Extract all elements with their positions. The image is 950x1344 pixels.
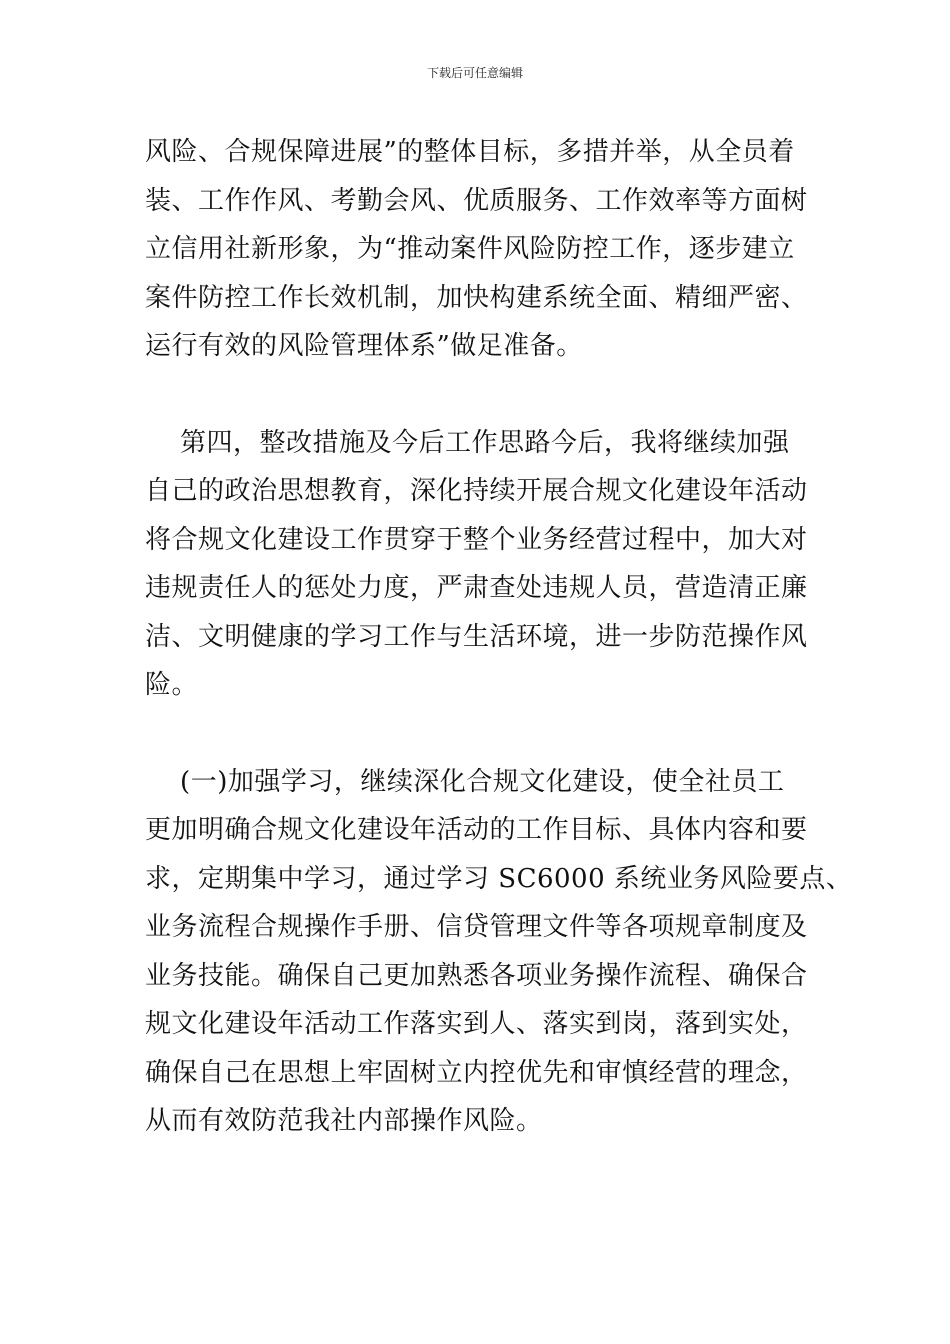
text-line: 求，定期集中学习，通过学习 SC6000 系统业务风险要点、 — [145, 863, 853, 894]
text-line: 险。 — [145, 670, 199, 700]
text-line: 自己的政治思想教育，深化持续开展合规文化建设年活动 — [145, 476, 808, 506]
text-line: (一)加强学习，继续深化合规文化建设，使全社员工 — [145, 766, 785, 797]
paragraph-spacer — [145, 710, 815, 758]
paragraph-3 — [145, 758, 853, 1146]
text-line: 确保自己在思想上牢固树立内控优先和审慎经营的理念， — [145, 1057, 808, 1088]
text-line: 风险、合规保障进展”的整体目标，多措并举，从全员着 — [145, 137, 795, 167]
paragraph-1 — [145, 128, 815, 371]
text-line: 将合规文化建设工作贯穿于整个业务经营过程中，加大对 — [145, 524, 808, 555]
text-line: 违规责任人的惩处力度，严肃查处违规人员，营造清正廉 — [145, 573, 808, 603]
text-line: 从而有效防范我社内部操作风险。 — [145, 1106, 543, 1136]
text-line: 第四，整改措施及今后工作思路今后，我将继续加强 — [145, 427, 790, 458]
body-text — [145, 128, 853, 1146]
text-line: 立信用社新形象，为“推动案件风险防控工作，逐步建立 — [145, 234, 795, 264]
header-note: 下载后可任意编辑 — [426, 66, 523, 80]
text-line: 案件防控工作长效机制，加快构建系统全面、精细严密、 — [145, 282, 808, 313]
text-line: 运行有效的风险管理体系”做足准备。 — [145, 331, 583, 361]
paragraph-spacer — [145, 371, 815, 419]
text-line: 规文化建设年活动工作落实到人、落实到岗，落到实处， — [145, 1009, 808, 1039]
text-line: 业务流程合规操作手册、信贷管理文件等各项规章制度及 — [145, 912, 808, 942]
paragraph-2 — [145, 419, 815, 710]
text-line: 更加明确合规文化建设年活动的工作目标、具体内容和要 — [145, 815, 808, 845]
text-line: 装、工作作风、考勤会风、优质服务、工作效率等方面树 — [145, 185, 808, 216]
text-line: 业务技能。确保自己更加熟悉各项业务操作流程、确保合 — [145, 960, 808, 991]
text-line: 洁、文明健康的学习工作与生活环境，进一步防范操作风 — [145, 621, 808, 652]
